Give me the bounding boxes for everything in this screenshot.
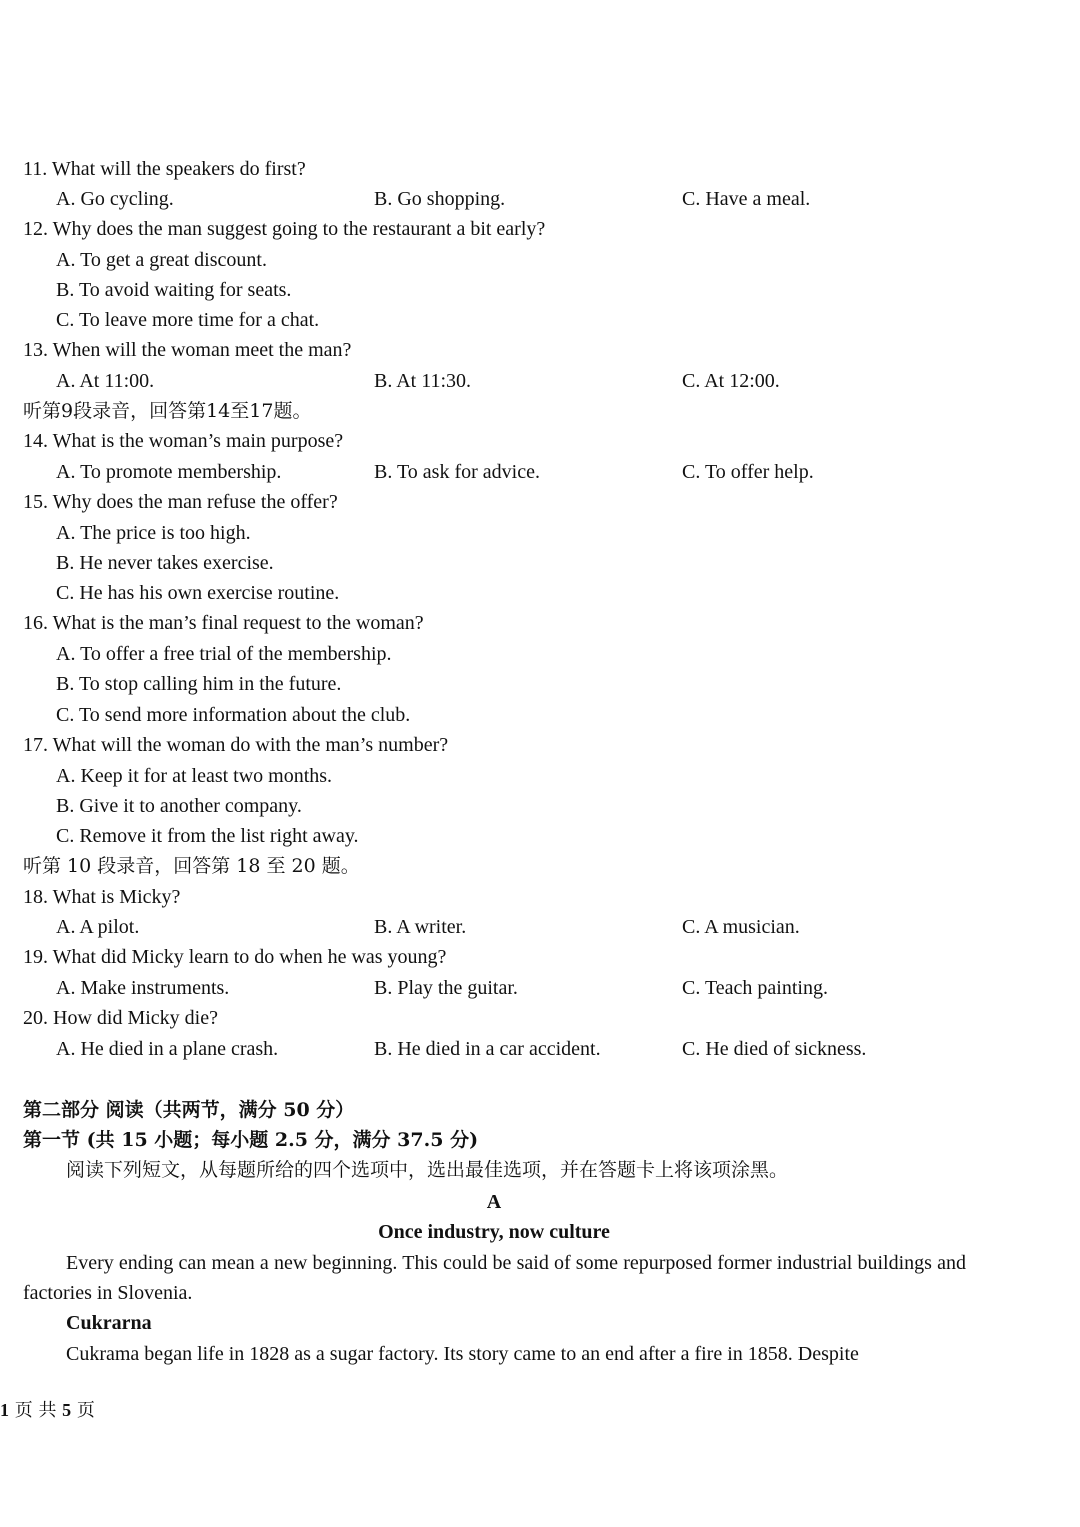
passage-title: Once industry, now culture xyxy=(378,1221,610,1243)
question-13: 13. When will the woman meet the man? xyxy=(23,339,352,361)
question-17: 17. What will the woman do with the man’s number? xyxy=(23,734,449,756)
part2-heading: 第二部分 阅读（共两节，满分 50 分） xyxy=(23,1099,355,1121)
option-16c: C. To send more information about the club. xyxy=(56,704,411,726)
question-15: 15. Why does the man refuse the offer? xyxy=(23,491,338,513)
option-18a: A. A pilot. xyxy=(56,916,140,938)
question-11: 11. What will the speakers do first? xyxy=(23,158,306,180)
option-12b: B. To avoid waiting for seats. xyxy=(56,279,292,301)
instruction-segment-10: 听第 10 段录音，回答第 18 至 20 题。 xyxy=(23,855,360,877)
passage-letter: A xyxy=(486,1191,502,1213)
option-19a: A. Make instruments. xyxy=(56,977,230,999)
instruction-segment-9: 听第9段录音，回答第14至17题。 xyxy=(23,400,312,422)
page-suffix: 页 xyxy=(71,1400,95,1421)
option-12a: A. To get a great discount. xyxy=(56,249,267,271)
option-11c: C. Have a meal. xyxy=(682,188,811,210)
page-footer xyxy=(0,1398,95,1423)
option-15a: A. The price is too high. xyxy=(56,522,251,544)
subhead-cukrarna: Cukrarna xyxy=(66,1312,152,1334)
question-12: 12. Why does the man suggest going to the restaurant a bit early? xyxy=(23,218,546,240)
passage-paragraph-1 xyxy=(23,1339,966,1369)
question-14: 14. What is the woman’s main purpose? xyxy=(23,430,344,452)
passage-intro xyxy=(23,1248,966,1308)
option-17b: B. Give it to another company. xyxy=(56,795,302,817)
page-total: 5 xyxy=(62,1400,72,1420)
option-20b: B. He died in a car accident. xyxy=(374,1038,601,1060)
option-17a: A. Keep it for at least two months. xyxy=(56,765,333,787)
option-13b: B. At 11:30. xyxy=(374,370,472,392)
question-18: 18. What is Micky? xyxy=(23,886,181,908)
option-11a: A. Go cycling. xyxy=(56,188,174,210)
option-15c: C. He has his own exercise routine. xyxy=(56,582,340,604)
option-13c: C. At 12:00. xyxy=(682,370,780,392)
option-16a: A. To offer a free trial of the membership. xyxy=(56,643,392,665)
question-16: 16. What is the man’s final request to the woman? xyxy=(23,612,424,634)
passage-paragraph-1-text: Cukrama began life in 1828 as a sugar factory. Its story came to an end after a fire in 1858. Despite xyxy=(66,1343,859,1365)
option-18b: B. A writer. xyxy=(374,916,467,938)
passage-intro-text: Every ending can mean a new beginning. This could be said of some repurposed former industrial buildings and factories in Slovenia. xyxy=(23,1252,966,1304)
option-18c: C. A musician. xyxy=(682,916,800,938)
section1-heading: 第一节 (共 15 小题；每小题 2.5 分，满分 37.5 分) xyxy=(23,1129,479,1151)
option-13a: A. At 11:00. xyxy=(56,370,155,392)
option-20c: C. He died of sickness. xyxy=(682,1038,867,1060)
option-12c: C. To leave more time for a chat. xyxy=(56,309,320,331)
option-17c: C. Remove it from the list right away. xyxy=(56,825,359,847)
question-19: 19. What did Micky learn to do when he was young? xyxy=(23,946,447,968)
option-15b: B. He never takes exercise. xyxy=(56,552,274,574)
option-19b: B. Play the guitar. xyxy=(374,977,518,999)
option-16b: B. To stop calling him in the future. xyxy=(56,673,342,695)
option-19c: C. Teach painting. xyxy=(682,977,828,999)
reading-directions: 阅读下列短文，从每题所给的四个选项中，选出最佳选项，并在答题卡上将该项涂黑。 xyxy=(66,1159,789,1181)
option-11b: B. Go shopping. xyxy=(374,188,506,210)
option-14c: C. To offer help. xyxy=(682,461,814,483)
option-14b: B. To ask for advice. xyxy=(374,461,540,483)
option-14a: A. To promote membership. xyxy=(56,461,282,483)
question-20: 20. How did Micky die? xyxy=(23,1007,218,1029)
page-number: 1 xyxy=(0,1400,9,1420)
option-20a: A. He died in a plane crash. xyxy=(56,1038,279,1060)
page-label: 页 共 xyxy=(9,1400,63,1421)
